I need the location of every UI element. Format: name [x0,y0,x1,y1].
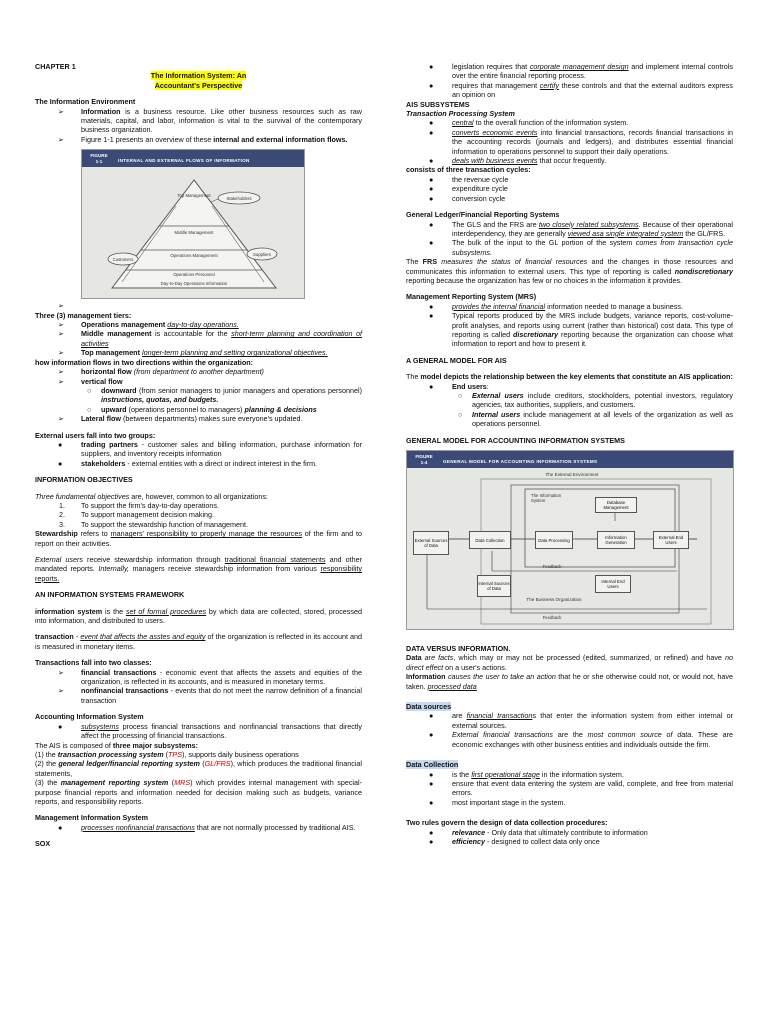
mis-heading: Management Information System [35,813,149,823]
middle-management-label: Middle Management [174,230,214,236]
list-item: ➢ Lateral flow (between departments) makes sure everyone's updated. [58,414,303,424]
day-to-day-info-label: Day-to-Day Operations Information [160,281,228,287]
information-flows-heading: how information flows in two directions within the organization: [35,357,254,367]
sox-list [406,62,733,100]
figure-1-4-heading: GENERAL MODEL FOR ACCOUNTING INFORMATION SYSTEMS [406,435,625,445]
mrs-heading: Management Reporting System (MRS) [406,292,537,302]
information-system-label: The Information System [531,493,562,504]
information-flows-list [35,367,362,423]
list-item: ➢ nonfinancial transactions - events that do not meet the narrow definition of a financial transaction [58,686,362,705]
list-item: ● External financial transactions are the most common source of data. These are economic exchanges with other business entities and individuals outside the firm. [429,730,734,749]
list-item: ● trading partners - customer sales and billing information, purchase information for suppliers, and inventory receipts information [58,439,362,459]
list-item: ● End users: ○ External users include creditors, stockholders, potential investors, regulatory agencies, tax authorities, suppliers, and customers. ○ Internal users include management at all levels of the organization as well as operations personnel. [406,382,733,429]
collection-rules-list [406,828,733,847]
cycles-list [406,175,733,203]
business-organization-label: The Business Organization [526,597,582,603]
mrs-list [406,302,733,349]
transaction-definition: transaction - event that affects the asstes and equity of the organization is reflected in its account and is measured in monetary items. [35,632,363,651]
list-item: ● are financial transactions that enter the information system from either internal or external sources. [429,711,734,730]
list-item: ➢ Top management longer-term planning and setting organizational objectives. [58,348,328,358]
data-vs-information-heading: DATA VERSUS INFORMATION. [406,644,511,654]
list-item: ● The GLS and the FRS are two closely related subsystems. Because of their operational interdependency, they are generally viewed asa single integrated system the GL/FRS. [429,219,734,238]
data-definition: Data are facts, which may or may not be processed (edited, summarized, or refined) and have no direct effect on a user's actions. [406,653,733,672]
data-sources-list [406,711,733,749]
list-item: ● most important stage in the system. [429,797,566,807]
objectives-list [35,501,362,529]
external-end-users-box: External End Users [653,531,689,549]
top-management-label: Top Management [177,193,211,199]
list-item: ● processes nonfinancial transactions that are not normally processed by traditional AIS. [58,822,356,832]
frs-paragraph: The FRS measures the status of financial resources and the changes in those resources and communicates this information to external users. This type of reporting is called nondiscretionary reporting because the organization has few or no choices in the information it provides. [406,257,733,285]
left-column [35,62,362,849]
stakeholders-label: Stakeholders [226,196,252,202]
list-item: ○ External users include creditors, stockholders, potential investors, regulatory agencies, tax authorities, suppliers, and customers. [458,391,733,410]
list-item: ➢ Information is a business resource. Like other business resources such as raw materials, capital, and labor, information is vital to the survival of the contemporary business organization. [58,106,362,135]
database-management-box: Database Management [595,497,637,513]
list-item: ● expenditure cycle [429,184,508,194]
list-item: ➢ horizontal flow (from department to another department) [58,367,264,377]
information-objectives-heading: INFORMATION OBJECTIVES [35,475,133,485]
list-item: 2. To support management decision making. [59,510,215,520]
figure-title-bar: FIGURE 1-4 GENERAL MODEL FOR ACCOUNTING INFORMATION SYSTEMS [407,451,733,468]
list-item: 3. To support the stewardship function of management. [59,519,249,529]
general-model-heading: A GENERAL MODEL FOR AIS [406,355,507,365]
data-collection-box: Data Collection [469,531,511,549]
external-users-heading: External users fall into two groups: [35,430,156,440]
figure-1-1-information-flows [81,149,305,299]
ais-composition: The AIS is composed of three major subsystems: [35,740,198,750]
list-item: ○ Internal users include management at all levels of the organization as well as operations personnel. [458,409,734,429]
list-item: ● central to the overall function of the information system. [429,118,629,128]
external-environment-label: The External Environment [545,472,599,478]
list-item: ➢ Middle management is accountable for the short-term planning and coordination of activities [58,329,362,348]
list-item: ● relevance - Only data that ultimately contribute to information [429,827,648,837]
ais-subsystem-1: (1) the transaction processing system (TPS), supports daily business operations [35,749,299,759]
list-item: ● Typical reports produced by the MRS include budgets, variance reports, cost-volume-profit analyses, and reports using current (rather than historical) cost data. This type of reporting is called discretionary reporting because the organization can choose what information to report and how to present it. [429,311,733,349]
outer-feedback-label: Feedback [542,615,562,621]
tps-list [406,118,733,165]
suppliers-label: Suppliers [253,252,271,258]
objectives-intro: Three fundamental objectives are, however, common to all organizations: [35,491,268,501]
list-item: ● stakeholders - external entities with a direct or indirect interest in the firm. [58,458,318,468]
external-users-list [35,440,362,468]
operations-management-label: Operations Management [170,253,218,259]
information-definition: Information causes the user to take an action that he or she otherwise could not, or would not, have taken. processed data [406,672,734,691]
internal-end-users-box: Internal End Users [595,575,631,593]
list-item: ● converts economic events into financial transactions, records financial transactions in the accounting records (journals and ledgers), and distributes essential financial information to operations personnel to support their daily operations. [429,127,733,156]
gl-list [406,220,733,258]
ais-subsystem-3: (3) the management reporting system (MRS) which provides internal management with special-purpose financial reports and information needed for decision making such as budgets, variance reports, and responsibility reports. [35,778,362,806]
collection-rules-heading: Two rules govern the design of data collection procedures: [406,818,608,828]
customers-label: Customers [112,257,134,263]
document-title: The Information System: An Accountant's Perspective [150,71,247,90]
right-column [406,62,733,846]
transaction-classes-list [35,668,362,706]
chapter-label: CHAPTER 1 [35,62,76,71]
list-item: ● deals with business events that occur frequently. [429,156,607,166]
framework-heading: AN INFORMATION SYSTEMS FRAMEWORK [35,590,185,600]
information-system-definition: information system is the set of formal procedures by which data are collected, stored, processed into information, and distributed to users. [35,606,362,626]
list-item: ➢ vertical flow ○ downward (from senior managers to junior managers and operations personnel) instructions, quotas, and budgets. ○ upward (operations personnel to managers) planning & decisions [35,377,362,415]
data-collection-heading: Data Collection [406,760,459,770]
list-item: ○ upward (operations personnel to managers) planning & decisions [87,404,317,414]
sox-heading: SOX [35,839,51,849]
list-item: ● requires that management certify these controls and that the external auditors express an opinion on [429,80,733,100]
external-sources-box: External Sources of Data [413,531,449,555]
list-item: ● The bulk of the input to the GL portion of the system comes from transaction cycle subsystems. [429,238,733,257]
data-collection-list [406,770,733,808]
stewardship-paragraph: Stewardship refers to managers' responsibility to properly manage the resources of the firm and to report on their activities. [35,529,362,548]
figure-title-bar: FIGURE 1-1 INTERNAL AND EXTERNAL FLOWS OF INFORMATION [82,150,304,167]
ais-list [35,722,362,741]
tps-heading: Transaction Processing System [406,109,515,119]
data-sources-heading: Data sources [406,702,452,712]
list-item: ● ensure that event data entering the system are valid, complete, and free from material errors. [429,778,733,798]
list-item: ● provides the internal financial information needed to manage a business. [429,301,683,311]
info-environment-list [35,107,362,145]
operations-personnel-label: Operations Personnel [173,272,215,278]
list-item: ➢ Operations management day-to-day operations. [58,320,239,330]
ais-heading: Accounting Information System [35,712,144,722]
data-processing-box: Data Processing [535,531,573,549]
figure-1-4-ais-model [406,450,734,630]
ais-subsystem-2: (2) the general ledger/financial reporting system (GL/FRS), which produces the traditional financial statements, [35,759,362,778]
list-item: ● legislation requires that corporate management design and implement internal controls over the entire financial reporting process. [429,62,733,81]
mis-list [35,823,362,832]
feedback-label: Feedback [542,564,562,570]
section-heading-info-environment: The Information Environment [35,97,136,107]
general-model-intro: The model depicts the relationship between the key elements that constitute an AIS application: [406,372,733,382]
list-item: ● subsystems process financial transactions and nonfinancial transactions that directly affect the processing of financial transactions. [58,721,362,741]
list-item: 1. To support the firm's day-to-day operations. [59,500,220,510]
list-item: ● is the first operational stage in the information system. [429,769,624,779]
internal-sources-box: Internal Sources of Data [477,575,511,597]
list-item: ● conversion cycle [429,193,506,203]
management-tiers-heading: Three (3) management tiers: [35,310,132,320]
list-item: ○ downward (from senior managers to junior managers and operations personnel) instructions, quotas, and budgets. [87,385,362,405]
ais-subsystems-heading: AIS SUBSYSTEMS [406,99,470,109]
list-item: ● efficiency - designed to collect data only once [429,836,600,846]
information-generation-box: Information Generation [597,531,635,549]
empty-bullet: ➢ [58,301,65,311]
external-stewardship-paragraph: External users receive stewardship information through traditional financial statements and other mandated reports. Internally, managers receive stewardship information from various responsibility reports. [35,555,362,583]
transaction-classes-heading: Transactions fall into two classes: [35,658,152,668]
management-tiers-list [35,320,362,358]
gl-heading: General Ledger/Financial Reporting Systems [406,210,560,220]
list-item: ➢ Figure 1-1 presents an overview of these internal and external information flows. [58,134,348,144]
list-item: ● the revenue cycle [429,174,509,184]
cycles-heading: consists of three transaction cycles: [406,165,531,175]
end-users-list [406,382,733,429]
list-item: ➢ financial transactions - economic event that affects the assets and equities of the organization, is reflected in its accounts, and is measured in monetary terms. [58,667,362,687]
